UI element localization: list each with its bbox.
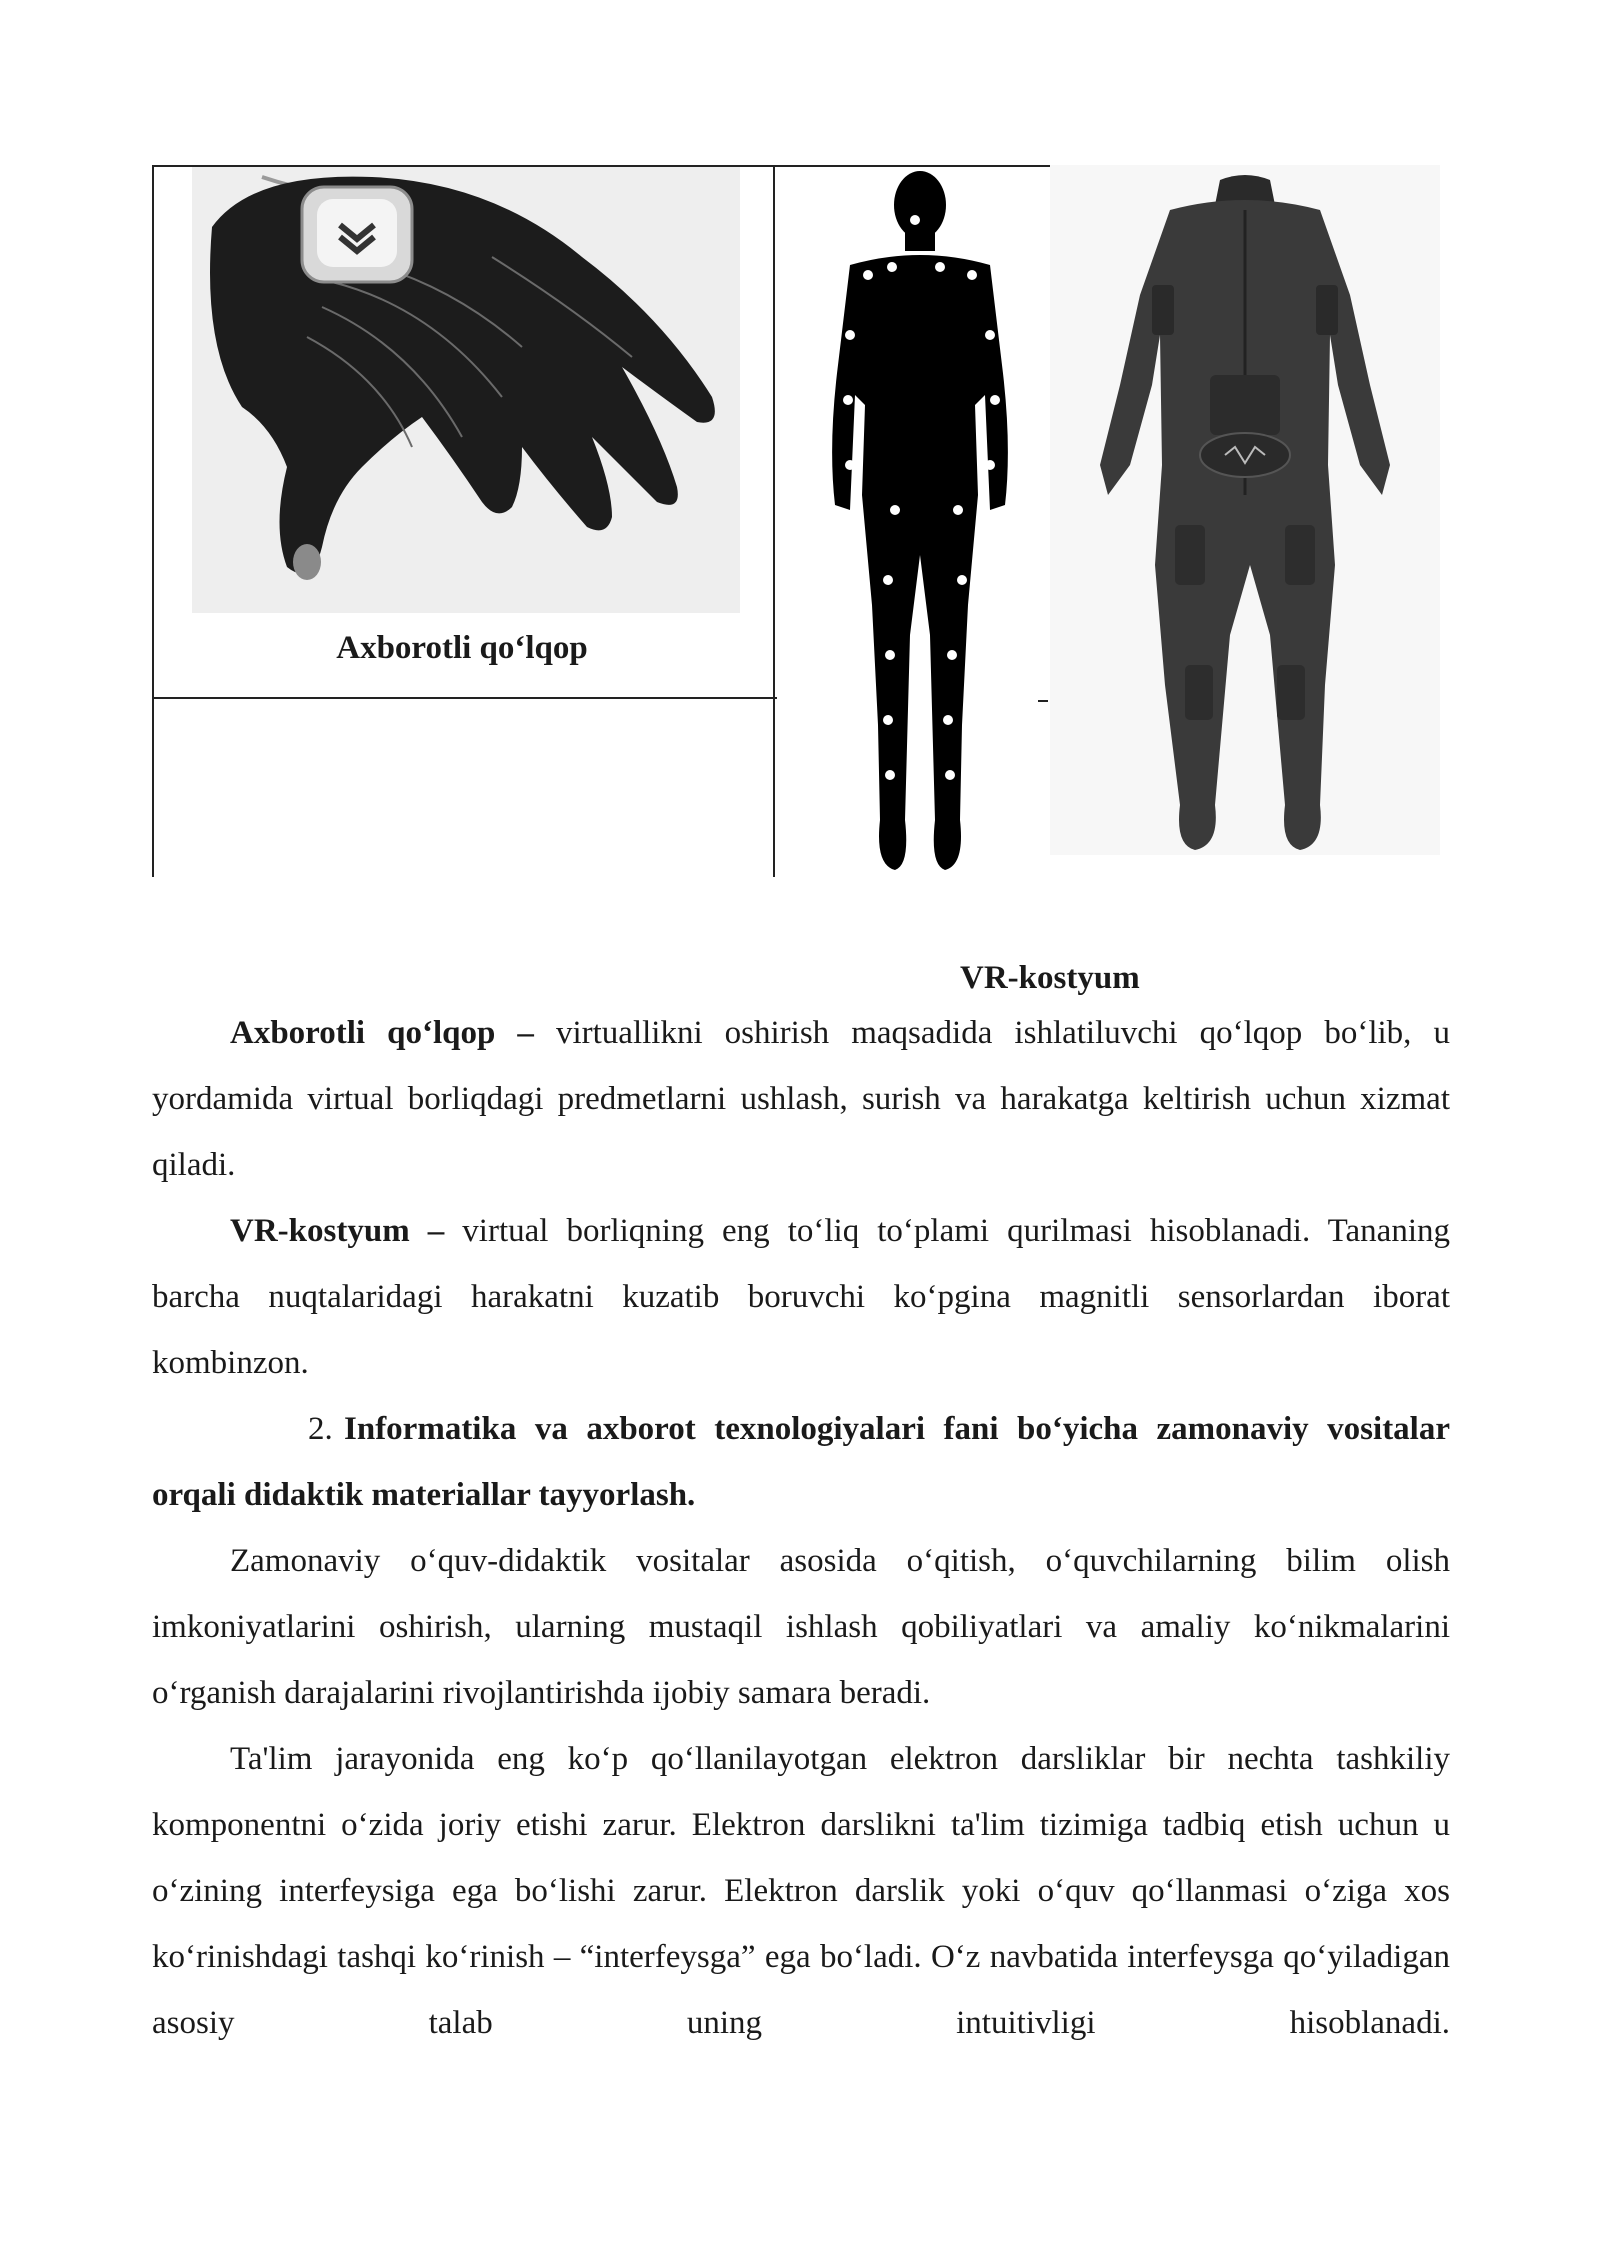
glove-image (192, 167, 740, 613)
vr-suit-garment (1050, 165, 1440, 855)
paragraph-glove-definition (152, 1000, 1450, 1198)
heading-number: 2. (308, 1411, 333, 1447)
motion-capture-silhouette (832, 171, 1008, 870)
suit-definition-text: virtual borliqning eng to‘liq to‘plami qurilmasi hisoblanadi. Tananing barcha nuqtalaridagi harakatni kuzatib boruvchi ko‘pgina magnitli sensorlardan iborat kombinzon. (152, 1213, 1450, 1381)
glove-illustration (192, 167, 740, 613)
vr-suit-images (790, 165, 1440, 877)
term-suit: VR-kostyum – (230, 1213, 445, 1249)
vr-suit-caption: VR-kostyum (960, 960, 1140, 996)
glove-definition-text: virtuallikni oshirish maqsadida ishlatiluvchi qo‘lqop bo‘lib, u yordamida virtual borliqdagi predmetlarni ushlash, surish va harakatga keltirish uchun xizmat qiladi. (152, 1015, 1450, 1183)
paragraph-electronic-textbooks: Ta'lim jarayonida eng ko‘p qo‘llanilayotgan elektron darsliklar bir nechta tashkiliy komponentni o‘zida joriy etishi zarur. Elektron darslikni ta'lim tizimiga tadbiq etish uchun u o‘zining interfeysiga ega bo‘lishi zarur. Elektron darslik yoki o‘quv qo‘llanmasi o‘ziga xos ko‘rinishdagi tashqi ko‘rinish – “interfeysga” ega bo‘ladi. O‘z navbatida interfeysga qo‘yiladigan asosiy talab uning intuitivligi hisoblanadi. (152, 1741, 1450, 2041)
term-glove: Axborotli qo‘lqop – (230, 1015, 534, 1051)
table-middle-border (773, 165, 775, 877)
vr-suit-illustration (790, 165, 1440, 877)
document-body (152, 1000, 1450, 2056)
paragraph-modern-tools: Zamonaviy o‘quv-didaktik vositalar asosida o‘qitish, o‘quvchilarning bilim olish imkoniyatlarini oshirish, ularning mustaqil ishlash qobiliyatlari va amaliy ko‘nikmalarini o‘rganish darajalarini rivojlantirishda ijobiy samara beradi. (152, 1543, 1450, 1711)
glove-caption: Axborotli qo‘lqop (336, 630, 588, 666)
table-left-border (152, 165, 154, 877)
paragraph-suit-definition (152, 1198, 1450, 1396)
table-row-divider (152, 697, 777, 699)
heading-text: Informatika va axborot texnologiyalari fani bo‘yicha zamonaviy vositalar orqali didaktik materiallar tayyorlash. (152, 1411, 1450, 1513)
section-heading (152, 1396, 1450, 1528)
